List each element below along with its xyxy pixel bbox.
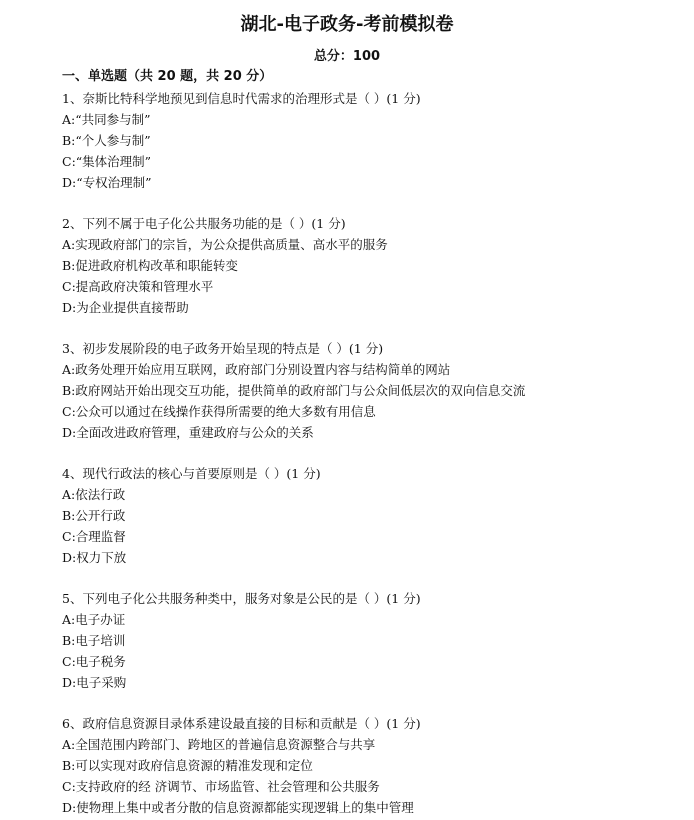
option-a: A:实现政府部门的宗旨，为公众提供高质量、高水平的服务 <box>62 237 388 252</box>
option-d: D:权力下放 <box>62 550 127 565</box>
question-stem: 4、现代行政法的核心与首要原则是（ ）(1 分) <box>62 466 321 481</box>
option-b: B:促进政府机构改革和职能转变 <box>62 258 238 273</box>
option-d: D:全面改进政府管理，重建政府与公众的关系 <box>62 425 314 440</box>
option-c: C:合理监督 <box>62 529 126 544</box>
question-stem: 2、下列不属于电子化公共服务功能的是（ ）(1 分) <box>62 216 346 231</box>
option-a: A:电子办证 <box>62 612 126 627</box>
option-a: A:“共同参与制” <box>62 112 151 127</box>
option-d: D:为企业提供直接帮助 <box>62 300 189 315</box>
option-b: B:电子培训 <box>62 633 126 648</box>
option-b: B:“个人参与制” <box>62 133 151 148</box>
question-stem: 5、下列电子化公共服务种类中，服务对象是公民的是（ ）(1 分) <box>62 591 421 606</box>
option-d: D:使物理上集中或者分散的信息资源都能实现逻辑上的集中管理 <box>62 800 414 815</box>
option-d: D:电子采购 <box>62 675 127 690</box>
option-d: D:“专权治理制” <box>62 175 152 190</box>
question-5 <box>62 588 682 693</box>
question-4 <box>62 463 682 568</box>
question-stem: 3、初步发展阶段的电子政务开始呈现的特点是（ ）(1 分) <box>62 341 384 356</box>
option-b: B:公开行政 <box>62 508 126 523</box>
option-c: C:提高政府决策和管理水平 <box>62 279 214 294</box>
question-stem: 6、政府信息资源目录体系建设最直接的目标和贡献是（ ）(1 分) <box>62 716 421 731</box>
question-3 <box>62 338 682 443</box>
question-2 <box>62 213 682 318</box>
option-c: C:电子税务 <box>62 654 126 669</box>
question-stem: 1、奈斯比特科学地预见到信息时代需求的治理形式是（ ）(1 分) <box>62 91 421 106</box>
total-score: 总分：100 <box>313 49 381 64</box>
section-heading: 一、单选题（共 20 题，共 20 分） <box>62 69 273 84</box>
option-c: C:支持政府的经 济调节、市场监管、社会管理和公共服务 <box>62 779 380 794</box>
option-c: C:“集体治理制” <box>62 154 152 169</box>
option-a: A:依法行政 <box>62 487 126 502</box>
option-c: C:公众可以通过在线操作获得所需要的绝大多数有用信息 <box>62 404 376 419</box>
option-a: A:全国范围内跨部门、跨地区的普遍信息资源整合与共享 <box>62 737 376 752</box>
document-title: 湖北-电子政务-考前模拟卷 <box>240 14 454 35</box>
option-a: A:政务处理开始应用互联网，政府部门分别设置内容与结构简单的网站 <box>62 362 451 377</box>
option-b: B:政府网站开始出现交互功能，提供简单的政府部门与公众间低层次的双向信息交流 <box>62 383 526 398</box>
question-1 <box>62 88 682 193</box>
question-list <box>62 88 682 818</box>
option-b: B:可以实现对政府信息资源的精准发现和定位 <box>62 758 313 773</box>
question-6 <box>62 713 682 818</box>
